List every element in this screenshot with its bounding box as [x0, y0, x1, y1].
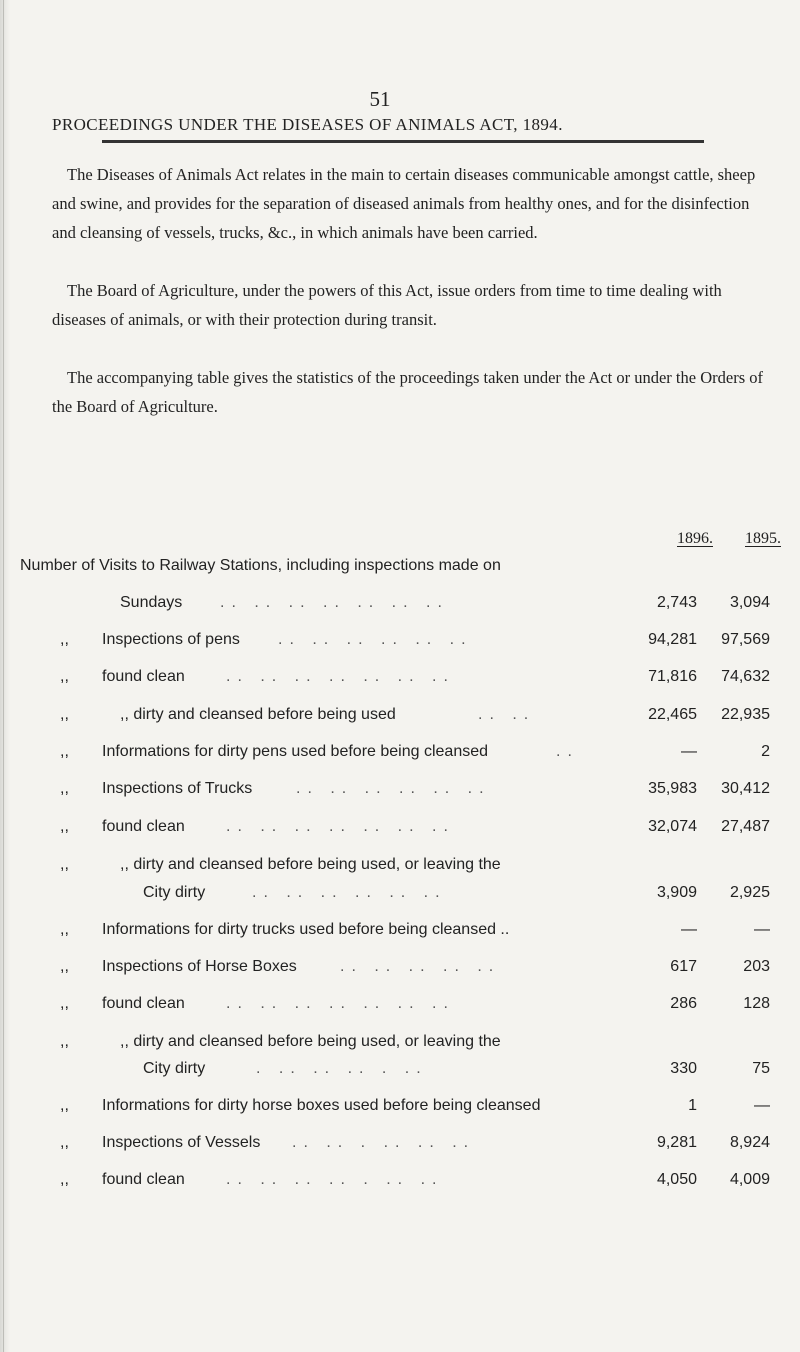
leader-dots: ..: [556, 743, 579, 760]
table-row: [0, 884, 800, 910]
value-1895: 97,569: [721, 631, 770, 648]
row-label: Inspections of Vessels: [102, 1134, 261, 1151]
value-1895: 8,924: [729, 1134, 770, 1151]
value-1895: 30,412: [721, 780, 770, 797]
ditto-mark: ,,: [60, 856, 69, 873]
ditto-mark: ,,: [60, 706, 69, 723]
table-row: [0, 706, 800, 732]
leader-dots: .. .. . .. .. ..: [292, 1134, 476, 1151]
row-label: Inspections of Trucks: [102, 780, 253, 797]
leader-dots: .. .. .. .. .. .. ..: [226, 668, 455, 685]
leader-dots: .. ..: [478, 706, 536, 723]
table-row: [0, 1097, 800, 1123]
table-intro-row: [0, 557, 800, 583]
leader-dots: .. .. .. .. .. ..: [278, 631, 473, 648]
row-label: Informations for dirty trucks used before being cleansed ..: [102, 921, 510, 938]
ditto-mark: ,,: [60, 780, 69, 797]
value-1895: 2: [761, 743, 770, 760]
value-1896: —: [681, 743, 697, 760]
table-row: [0, 1171, 800, 1197]
ditto-mark: ,,: [60, 1134, 69, 1151]
paragraph-1-text: The Diseases of Animals Act relates in the main to certain diseases communicable amongst cattle, sheep and swine, and provides for the separation of diseased animals from healthy ones, and for the disinfection and cleansing of vessels, trucks, &c., in which animals have been carried.: [52, 165, 756, 242]
ditto-mark: ,,: [60, 958, 69, 975]
value-1896: 71,816: [648, 668, 697, 685]
ditto-mark: ,,: [60, 818, 69, 835]
row-label: found clean: [102, 818, 185, 835]
row-label: Informations for dirty horse boxes used before being cleansed: [102, 1097, 541, 1114]
year-header-1895: 1895.: [745, 530, 781, 547]
row-label: City dirty: [143, 1060, 206, 1077]
leader-dots: .. .. .. .. ..: [340, 958, 501, 975]
table-row: [0, 958, 800, 984]
value-1895: 3,094: [729, 594, 770, 611]
leader-dots: .. .. .. .. . .. ..: [226, 1171, 444, 1188]
value-1895: 22,935: [721, 706, 770, 723]
row-label: Informations for dirty pens used before being cleansed: [102, 743, 489, 760]
value-1896: —: [681, 921, 697, 938]
value-1896: 286: [670, 995, 697, 1012]
row-label: Sundays: [120, 594, 183, 611]
leader-dots: .. .. .. .. .. .. ..: [220, 594, 449, 611]
table-row: [0, 631, 800, 657]
paragraph-3-text: The accompanying table gives the statistics of the proceedings taken under the Act or under the Orders of the Board of Agriculture.: [52, 368, 763, 416]
value-1895: 74,632: [721, 668, 770, 685]
paragraph-1: [52, 160, 764, 247]
ditto-mark: ,,: [60, 1097, 69, 1114]
table-row: [0, 1134, 800, 1160]
row-label: ,, dirty and cleansed before being used: [120, 706, 396, 723]
table-row: [0, 743, 800, 769]
value-1896: 3,909: [656, 884, 697, 901]
leader-dots: .. .. .. .. .. .. ..: [226, 818, 455, 835]
row-label: found clean: [102, 995, 185, 1012]
page-number: 51: [369, 87, 391, 111]
value-1896: 32,074: [648, 818, 697, 835]
leader-dots: .. .. .. .. .. .. ..: [226, 995, 455, 1012]
value-1896: 2,743: [656, 594, 697, 611]
title-underline: [102, 140, 704, 143]
table-row: [0, 780, 800, 806]
document-title: PROCEEDINGS UNDER THE DISEASES OF ANIMALS ACT, 1894.: [52, 115, 563, 134]
value-1895: 203: [743, 958, 770, 975]
ditto-mark: ,,: [60, 668, 69, 685]
table-row: [0, 1060, 800, 1086]
value-1896: 1: [688, 1097, 697, 1114]
value-1895: 2,925: [729, 884, 770, 901]
row-label: ,, dirty and cleansed before being used, or leaving the: [120, 856, 501, 873]
row-label: Inspections of pens: [102, 631, 240, 648]
row-label: Inspections of Horse Boxes: [102, 958, 297, 975]
leader-dots: .. .. .. .. .. ..: [252, 884, 447, 901]
ditto-mark: ,,: [60, 631, 69, 648]
value-1896: 330: [670, 1060, 697, 1077]
row-label: ,, dirty and cleansed before being used, or leaving the: [120, 1033, 501, 1050]
value-1896: 22,465: [648, 706, 697, 723]
ditto-mark: ,,: [60, 743, 69, 760]
value-1896: 617: [670, 958, 697, 975]
value-1895: —: [754, 921, 770, 938]
paragraph-2-text: The Board of Agriculture, under the powers of this Act, issue orders from time to time dealing with diseases of animals, or with their protection during transit.: [52, 281, 722, 329]
row-label: found clean: [102, 1171, 185, 1188]
ditto-mark: ,,: [60, 1171, 69, 1188]
ditto-mark: ,,: [60, 995, 69, 1012]
ditto-mark: ,,: [60, 1033, 69, 1050]
value-1895: —: [754, 1097, 770, 1114]
table-row: [0, 668, 800, 694]
table-row: [0, 818, 800, 844]
table-row: [0, 856, 800, 882]
value-1895: 4,009: [729, 1171, 770, 1188]
value-1895: 128: [743, 995, 770, 1012]
table-intro-label: Number of Visits to Railway Stations, including inspections made on: [20, 557, 501, 574]
table-row: [0, 1033, 800, 1059]
ditto-mark: ,,: [60, 921, 69, 938]
row-label: City dirty: [143, 884, 206, 901]
table-row: [0, 594, 800, 620]
leader-dots: . .. .. .. . ..: [256, 1060, 428, 1077]
paragraph-2: [52, 276, 764, 334]
paragraph-3: [52, 363, 764, 421]
value-1896: 94,281: [648, 631, 697, 648]
value-1896: 35,983: [648, 780, 697, 797]
value-1895: 27,487: [721, 818, 770, 835]
value-1896: 4,050: [656, 1171, 697, 1188]
year-header-1896: 1896.: [677, 530, 713, 547]
table-row: [0, 921, 800, 947]
value-1896: 9,281: [656, 1134, 697, 1151]
leader-dots: .. .. .. .. .. ..: [296, 780, 491, 797]
row-label: found clean: [102, 668, 185, 685]
table-row: [0, 995, 800, 1021]
value-1895: 75: [752, 1060, 770, 1077]
